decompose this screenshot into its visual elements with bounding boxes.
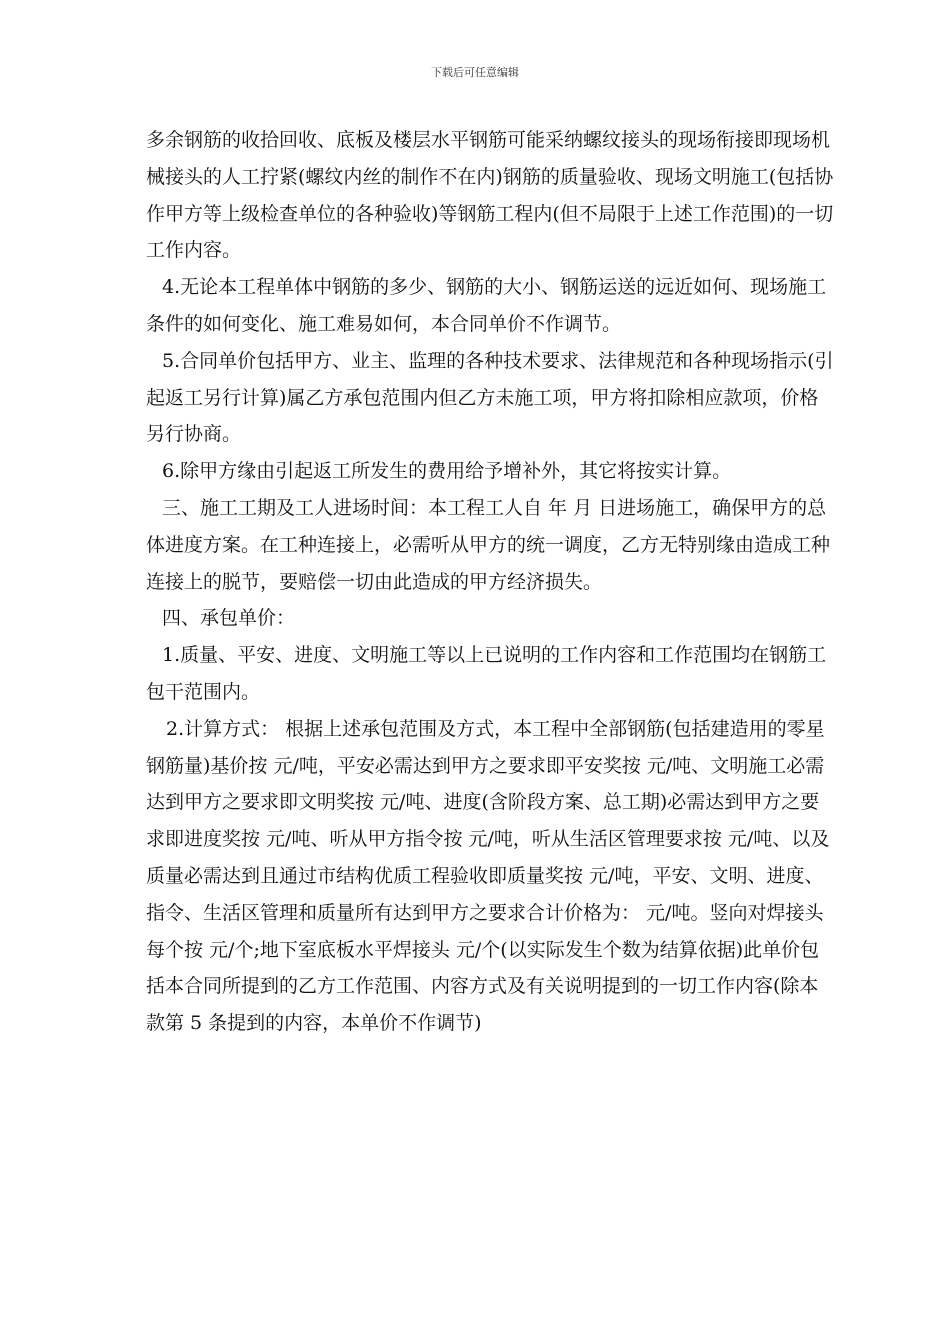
paragraph-item-5: 5.合同单价包括甲方、业主、监理的各种技术要求、法律规范和各种现场指示(引起返工另行计算)属乙方承包范围内但乙方未施工项，甲方将扣除相应款项，价格另行协商。 — [146, 349, 834, 446]
paragraph-continuation: 多余钢筋的收拾回收、底板及楼层水平钢筋可能采纳螺纹接头的现场衔接即现场机械接头的人工拧紧(螺纹内丝的制作不在内)钢筋的质量验收、现场文明施工(包括协作甲方等上级检查单位的各种验收)等钢筋工程内(但不局限于上述工作范围)的一切工作内容。 — [146, 129, 834, 262]
paragraph-item-4: 4.无论本工程单体中钢筋的多少、钢筋的大小、钢筋运送的远近如何、现场施工条件的如何变化、施工难易如何，本合同单价不作调节。 — [146, 276, 827, 335]
section-heading-4: 四、承包单价： — [162, 607, 296, 630]
document-body — [146, 122, 836, 1042]
page-header: 下载后可任意编辑 — [431, 66, 519, 79]
paragraph-unit-price-1: 1.质量、平安、进度、文明施工等以上已说明的工作内容和工作范围均在钢筋工包干范围内。 — [146, 644, 827, 703]
section-heading-3: 三、施工工期及工人进场时间：本工程工人自 年 月 日进场施工，确保甲方的总体进度方案。在工种连接上，必需听从甲方的统一调度，乙方无特别缘由造成工种连接上的脱节，要赔偿一切由此造成的甲方经济损失。 — [146, 496, 831, 593]
paragraph-unit-price-2: 2.计算方式： 根据上述承包范围及方式，本工程中全部钢筋(包括建造用的零星钢筋量)基价按 元/吨，平安必需达到甲方之要求即平安奖按 元/吨、文明施工必需达到甲方之要求即文明奖按 元/吨、进度(含阶段方案、总工期)必需达到甲方之要求即进度奖按 元/吨、听从甲方指令按 元/吨，听从生活区管理要求按 元/吨、以及质量必需达到且通过市结构优质工程验收即质量奖按 元/吨，平安、文明、进度、指令、生活区管理和质量所有达到甲方之要求合计价格为： 元/吨。竖向对焊接头每个按 元/个;地下室底板水平焊接头 元/个(以实际发生个数为结算依据)此单价包括本合同所提到的乙方工作范围、内容方式及有关说明提到的一切工作内容(除本款第 5 条提到的内容，本单价不作调节) — [146, 717, 830, 1035]
paragraph-item-6: 6.除甲方缘由引起返工所发生的费用给予增补外，其它将按实计算。 — [162, 460, 732, 483]
